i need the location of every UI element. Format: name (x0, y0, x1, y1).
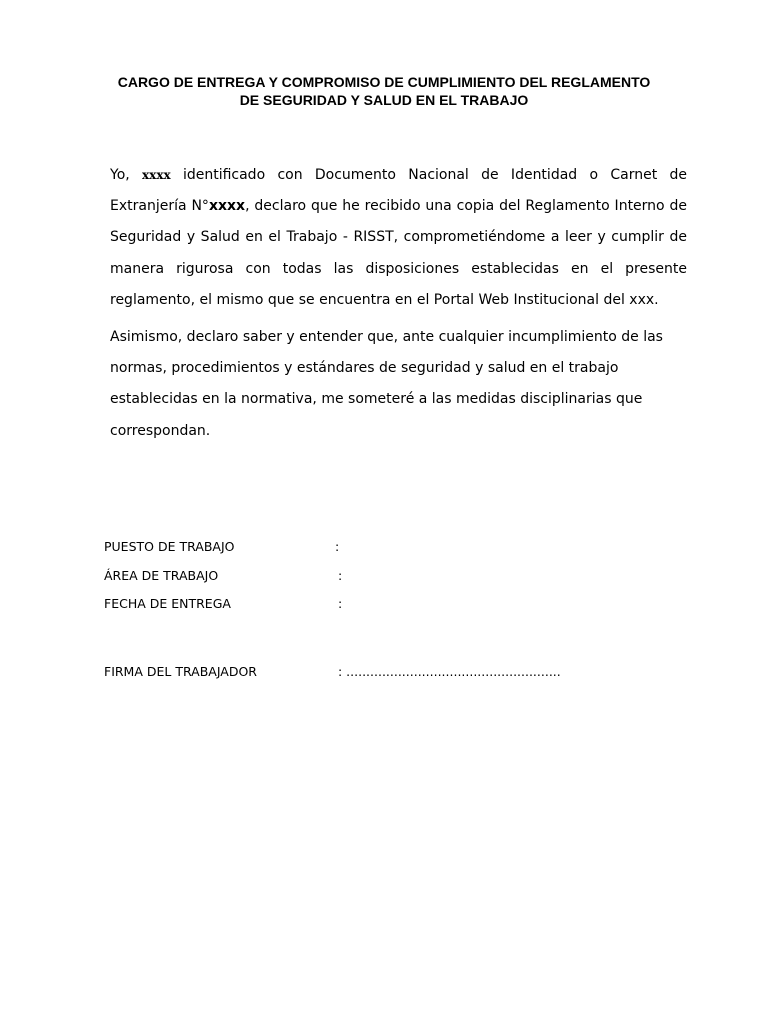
puesto-label: PUESTO DE TRABAJO (104, 539, 235, 554)
document-title (0, 73, 768, 109)
paragraph1-intro: Yo, (110, 167, 143, 183)
title-line-1: CARGO DE ENTREGA Y COMPROMISO DE CUMPLIMIENTO DEL REGLAMENTO (117, 74, 651, 90)
name-placeholder: xxxx (142, 168, 171, 182)
form-row-fecha (104, 596, 604, 612)
paragraph1-middle: identificado con Documento Nacional de Identidad o Carnet de Extranjería N° (110, 167, 687, 215)
fecha-label: FECHA DE ENTREGA (104, 596, 231, 611)
form-row-area (104, 568, 604, 584)
area-label: ÁREA DE TRABAJO (104, 568, 219, 583)
form-row-puesto (104, 539, 604, 555)
declaration-paragraph (110, 160, 687, 316)
id-number-placeholder: xxxx (208, 198, 246, 215)
firma-label: FIRMA DEL TRABAJADOR (104, 664, 257, 679)
signature-line: : ...................................................... (338, 664, 561, 679)
title-line-2: DE SEGURIDAD Y SALUD EN EL TRABAJO (239, 92, 529, 108)
paragraph1-end: , declaro que he recibido una copia del Reglamento Interno de Seguridad y Salud en el Trabajo - RISST, comprometiéndome a leer y cumplir de manera rigurosa con todas las disposiciones establecidas en el presente reglamento, el mismo que se encuentra en el Portal Web Institucional del xxx. (110, 198, 688, 308)
commitment-paragraph: Asimismo, declaro saber y entender que, ante cualquier incumplimiento de las normas, procedimientos y estándares de seguridad y salud en el trabajo establecidas en la normativa, me someteré a las medidas disciplinarias que correspondan. (110, 329, 663, 439)
form-row-firma (104, 664, 624, 680)
puesto-colon: : (335, 539, 340, 554)
fecha-colon: : (338, 596, 343, 611)
area-colon: : (338, 568, 343, 583)
